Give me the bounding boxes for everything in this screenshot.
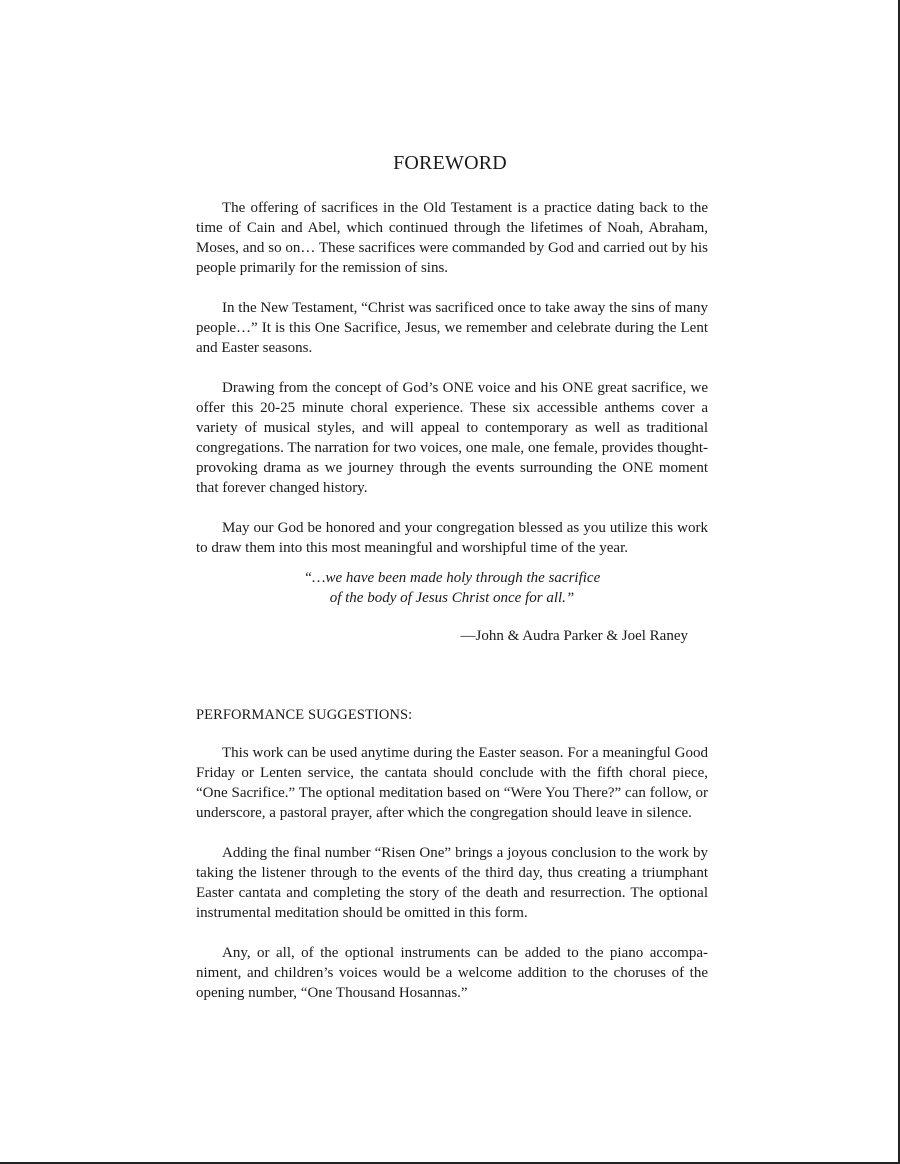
- author-signature: —John & Audra Parker & Joel Raney: [460, 628, 688, 644]
- foreword-paragraph-2: In the New Testament, “Christ was sacrificed once to take away the sins of many people…” It is this One Sacrifice, Jesus, we remember and celebrate during the Lent and Easter seasons.: [196, 300, 708, 356]
- foreword-paragraph-1: The offering of sacrifices in the Old Testament is a practice dating back to the time of Cain and Abel, which continued through the lifetimes of Noah, Abraham, Moses, and so on… These sacrifices were commanded by God and carried out by his people primarily for the remission of sins.: [196, 200, 708, 276]
- quote-line-1: “…we have been made holy through the sacrifice: [303, 570, 601, 586]
- performance-body: [196, 743, 708, 1023]
- foreword-paragraph-4: May our God be honored and your congregation blessed as you utilize this work to draw them into this most meaningful and worshipful time of the year.: [196, 520, 708, 556]
- performance-heading: PERFORMANCE SUGGESTIONS:: [196, 707, 413, 723]
- performance-paragraph-1: This work can be used anytime during the Easter season. For a meaningful Good Friday or Lenten service, the cantata should conclude with the fifth choral piece, “One Sacrifice.” The optional meditation based on “Were You There?” can follow, or underscore, a pastoral prayer, after which the congregation should leave in silence.: [196, 745, 708, 821]
- quote-line-2: of the body of Jesus Christ once for all.”: [329, 590, 575, 606]
- foreword-paragraph-3: Drawing from the concept of God’s ONE voice and his ONE great sacrifice, we offer this 20-25 minute choral experience. These six accessible anthems cover a variety of musical styles, and will appeal to contemporary as well as traditional congregations. The narration for two voices, one male, one female, provides thought-provoking drama as we journey through the events surrounding the ONE moment that forever changed history.: [196, 380, 708, 496]
- foreword-body: [196, 198, 708, 578]
- performance-paragraph-3: Any, or all, of the optional instruments can be added to the piano accompaniment, and children’s voices would be a welcome addition to the choruses of the opening number, “One Thousand Hosannas.”: [196, 945, 708, 1001]
- scripture-quote: [196, 568, 708, 608]
- foreword-title: FOREWORD: [393, 152, 507, 174]
- performance-paragraph-2: Adding the final number “Risen One” brings a joyous conclusion to the work by taking the listener through to the events of the third day, thus creating a triumphant Easter cantata and completing the story of the death and resurrection. The optional instrumental meditation should be omitted in this form.: [196, 845, 708, 921]
